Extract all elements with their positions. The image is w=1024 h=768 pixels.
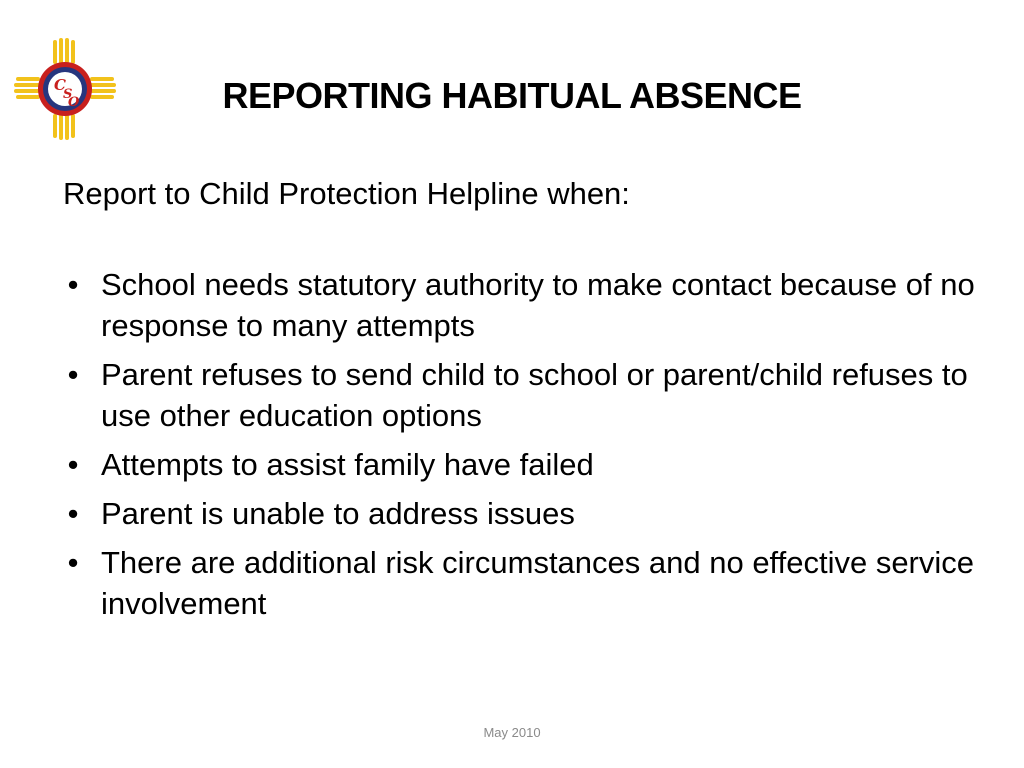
bullet-text: Parent refuses to send child to school or parent/child refuses to use other education options — [101, 357, 968, 433]
intro-text: Report to Child Protection Helpline when: — [63, 176, 630, 211]
bullet-dot-icon: • — [67, 545, 79, 580]
svg-text:S: S — [63, 87, 73, 102]
bullet-dot-icon: • — [67, 267, 79, 302]
bullet-text: Attempts to assist family have failed — [101, 447, 594, 482]
bullet-item — [63, 493, 983, 534]
bullet-text: School needs statutory authority to make contact because of no response to many attempts — [101, 267, 975, 343]
svg-text:O: O — [68, 95, 80, 110]
bullet-item — [63, 444, 983, 485]
slide-title: REPORTING HABITUAL ABSENCE — [222, 75, 802, 116]
footer-date: May 2010 — [483, 725, 541, 740]
bullet-list — [63, 264, 983, 632]
bullet-text: Parent is unable to address issues — [101, 496, 575, 531]
bullet-item — [63, 542, 983, 624]
bullet-item — [63, 354, 983, 436]
bullet-dot-icon: • — [67, 447, 79, 482]
bullet-dot-icon: • — [67, 496, 79, 531]
bullet-item — [63, 264, 983, 346]
bullet-text: There are additional risk circumstances and no effective service involvement — [101, 545, 975, 621]
bullet-dot-icon: • — [67, 357, 79, 392]
svg-text:C: C — [54, 76, 66, 94]
